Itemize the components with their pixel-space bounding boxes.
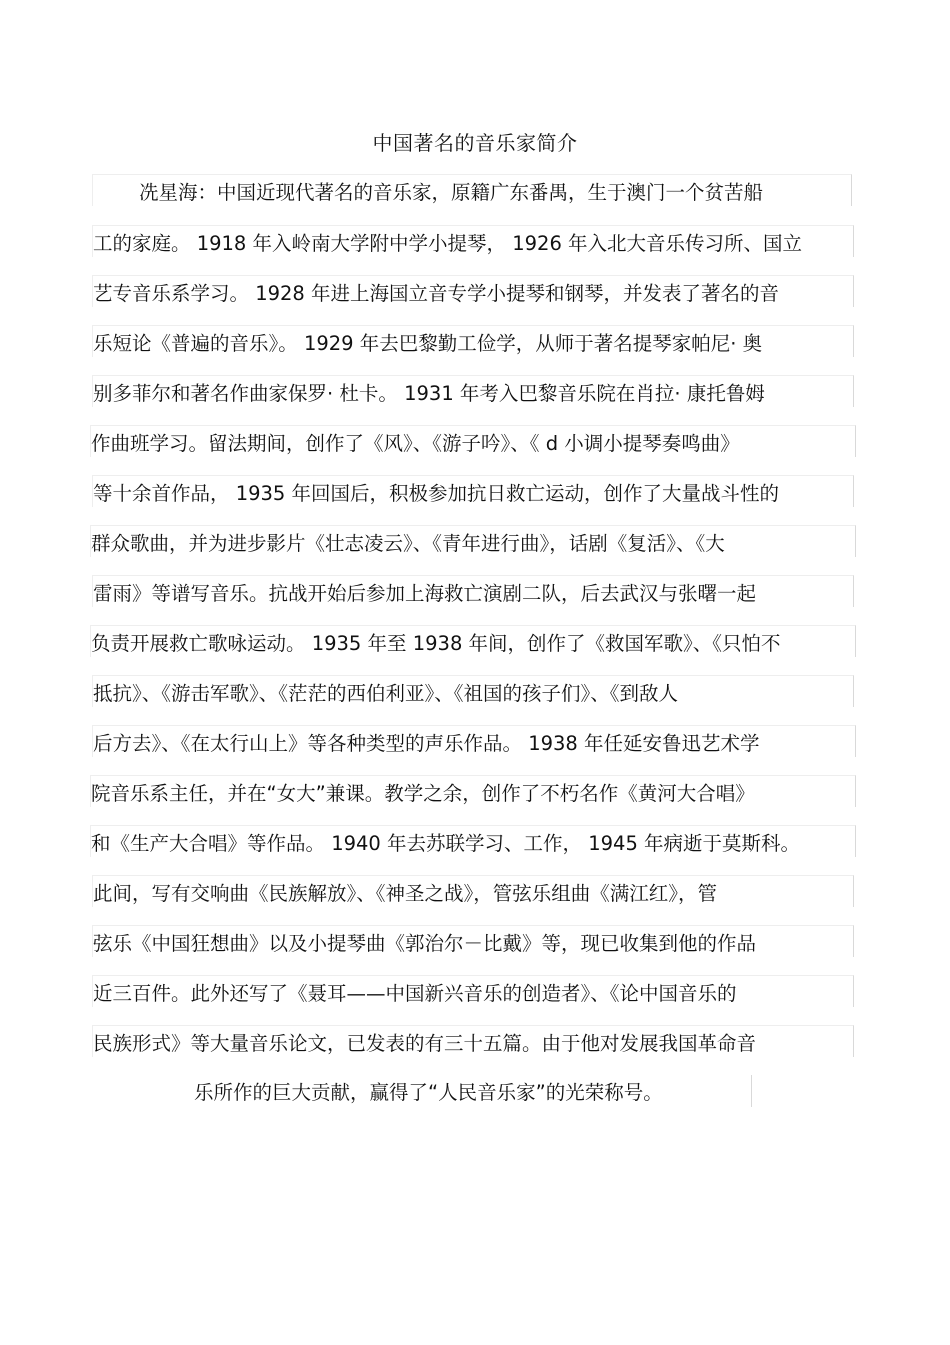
- text-line-content: 群众歌曲，并为进步影片《壮志凌云》、《青年进行曲》，话剧《复活》、《大: [91, 532, 725, 555]
- text-line: [92, 925, 854, 957]
- text-line-content: 弦乐《中国狂想曲》以及小提琴曲《郭治尔－比戴》等，现已收集到他的作品: [93, 932, 757, 955]
- text-line: [90, 775, 856, 807]
- text-line: [92, 325, 854, 357]
- text-line: [92, 1025, 854, 1057]
- text-line-content: 近三百件。此外还写了《聂耳——中国新兴音乐的创造者》、《论中国音乐的: [93, 982, 737, 1005]
- text-line-content: 此间，写有交响曲《民族解放》、《神圣之战》，管弦乐组曲《满江红》，管: [93, 882, 718, 905]
- text-line: [92, 725, 856, 757]
- text-line-content: 艺专音乐系学习。 1928 年进上海国立音专学小提琴和钢琴，并发表了著名的音: [93, 282, 780, 305]
- text-line: [92, 975, 854, 1007]
- text-line: [90, 825, 856, 857]
- text-line: [90, 425, 856, 457]
- text-line-content: 等十余首作品， 1935 年回国后，积极参加抗日救亡运动，创作了大量战斗性的: [93, 482, 780, 505]
- text-line-content: 雷雨》等谱写音乐。抗战开始后参加上海救亡演剧二队，后去武汉与张曙一起: [93, 582, 757, 605]
- text-line-content: 后方去》、《在太行山上》等各种类型的声乐作品。 1938 年任延安鲁迅艺术学: [93, 732, 760, 755]
- text-line-content: 作曲班学习。留法期间，创作了《风》、《游子吟》、《 d 小调小提琴奏鸣曲》: [91, 432, 740, 455]
- text-line: [90, 525, 856, 557]
- text-line: [90, 625, 856, 657]
- text-line: [92, 174, 852, 206]
- text-line-content: 乐短论《普遍的音乐》。 1929 年去巴黎勤工俭学，从师于著名提琴家帕尼· 奥: [93, 332, 763, 355]
- text-line: [92, 875, 854, 907]
- text-line-content: 乐所作的巨大贡献，赢得了“人民音乐家”的光荣称号。: [194, 1081, 663, 1104]
- text-line: [92, 575, 854, 607]
- document-title: 中国著名的音乐家简介: [372, 131, 578, 155]
- text-line-content: 和《生产大合唱》等作品。 1940 年去苏联学习、工作， 1945 年病逝于莫斯科。: [91, 832, 801, 855]
- text-line: [92, 275, 854, 307]
- text-line: [92, 475, 854, 507]
- text-line: [92, 675, 854, 707]
- text-line-content: 民族形式》等大量音乐论文，已发表的有三十五篇。由于他对发展我国革命音: [93, 1032, 757, 1055]
- text-line-content: 院音乐系主任，并在“女大”兼课。教学之余，创作了不朽名作《黄河大合唱》: [91, 782, 755, 805]
- text-line: [92, 225, 854, 257]
- text-line: [194, 1075, 752, 1107]
- text-line: [92, 375, 854, 407]
- text-line-content: 负责开展救亡歌咏运动。 1935 年至 1938 年间，创作了《救国军歌》、《只怕不: [91, 632, 781, 655]
- text-line-content: 冼星海：中国近现代著名的音乐家，原籍广东番禺，生于澳门一个贫苦船: [139, 181, 764, 204]
- text-line-content: 工的家庭。 1918 年入岭南大学附中学小提琴， 1926 年入北大音乐传习所、国立: [93, 232, 803, 255]
- text-line-content: 别多菲尔和著名作曲家保罗· 杜卡。 1931 年考入巴黎音乐院在肖拉· 康托鲁姆: [93, 382, 765, 405]
- text-line-content: 抵抗》、《游击军歌》、《茫茫的西伯利亚》、《祖国的孩子们》、《到敌人: [93, 682, 679, 705]
